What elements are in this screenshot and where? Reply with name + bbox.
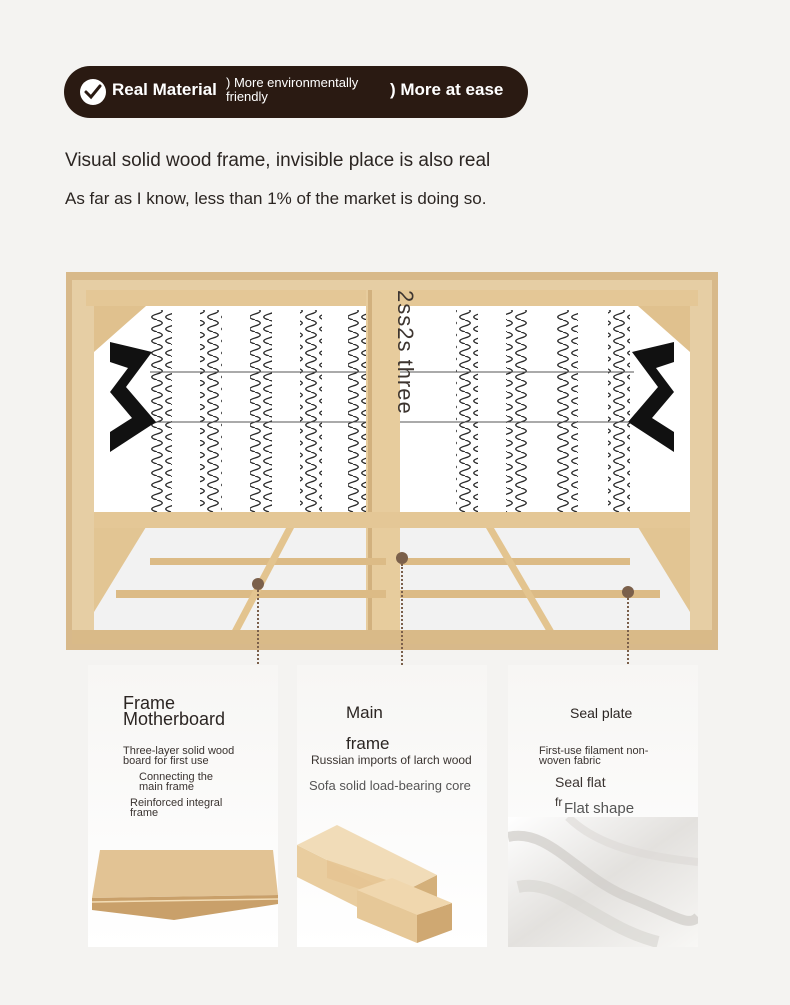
card-title: Seal plate <box>570 705 633 721</box>
subheadline: As far as I know, less than 1% of the market is doing so. <box>65 189 487 208</box>
card-line-1: First-use filament non-woven fabric <box>539 745 649 767</box>
card-line-3: Reinforced integral frame <box>130 797 223 819</box>
card-frame-motherboard <box>88 665 278 947</box>
non-woven-fabric-image <box>508 817 698 947</box>
card-title: Frame Motherboard <box>123 693 226 729</box>
card-line-3-prefix: fr <box>555 795 563 809</box>
marker-dot-1 <box>252 578 264 590</box>
card-seal-plate <box>508 665 698 947</box>
card-line-2: Connecting the main frame <box>139 771 213 793</box>
badge-item-eco: ) More environmentally friendly <box>226 75 359 104</box>
feature-badge <box>64 66 528 118</box>
badge-item-real-material: Real Material <box>112 80 217 99</box>
plywood-board-image <box>88 840 278 940</box>
card-line-3: Flat shape <box>564 800 635 817</box>
check-icon <box>80 79 106 105</box>
card-title-line-2: frame <box>346 734 390 753</box>
headline: Visual solid wood frame, invisible place is also real <box>65 150 491 171</box>
card-main-frame <box>297 665 487 947</box>
marker-dot-3 <box>622 586 634 598</box>
card-title-line-1: Main <box>346 703 383 722</box>
badge-item-ease: ) More at ease <box>390 80 504 99</box>
card-line-2: Seal flat <box>555 774 606 790</box>
card-line-1: Three-layer solid wood board for first use <box>123 745 235 767</box>
larch-wood-beams-image <box>297 815 487 945</box>
marker-dot-2 <box>396 552 408 564</box>
card-line-1: Russian imports of larch wood <box>311 753 472 767</box>
overlay-watermark-text: 2ss2s three <box>393 290 418 415</box>
card-line-2: Sofa solid load-bearing core <box>309 778 471 793</box>
